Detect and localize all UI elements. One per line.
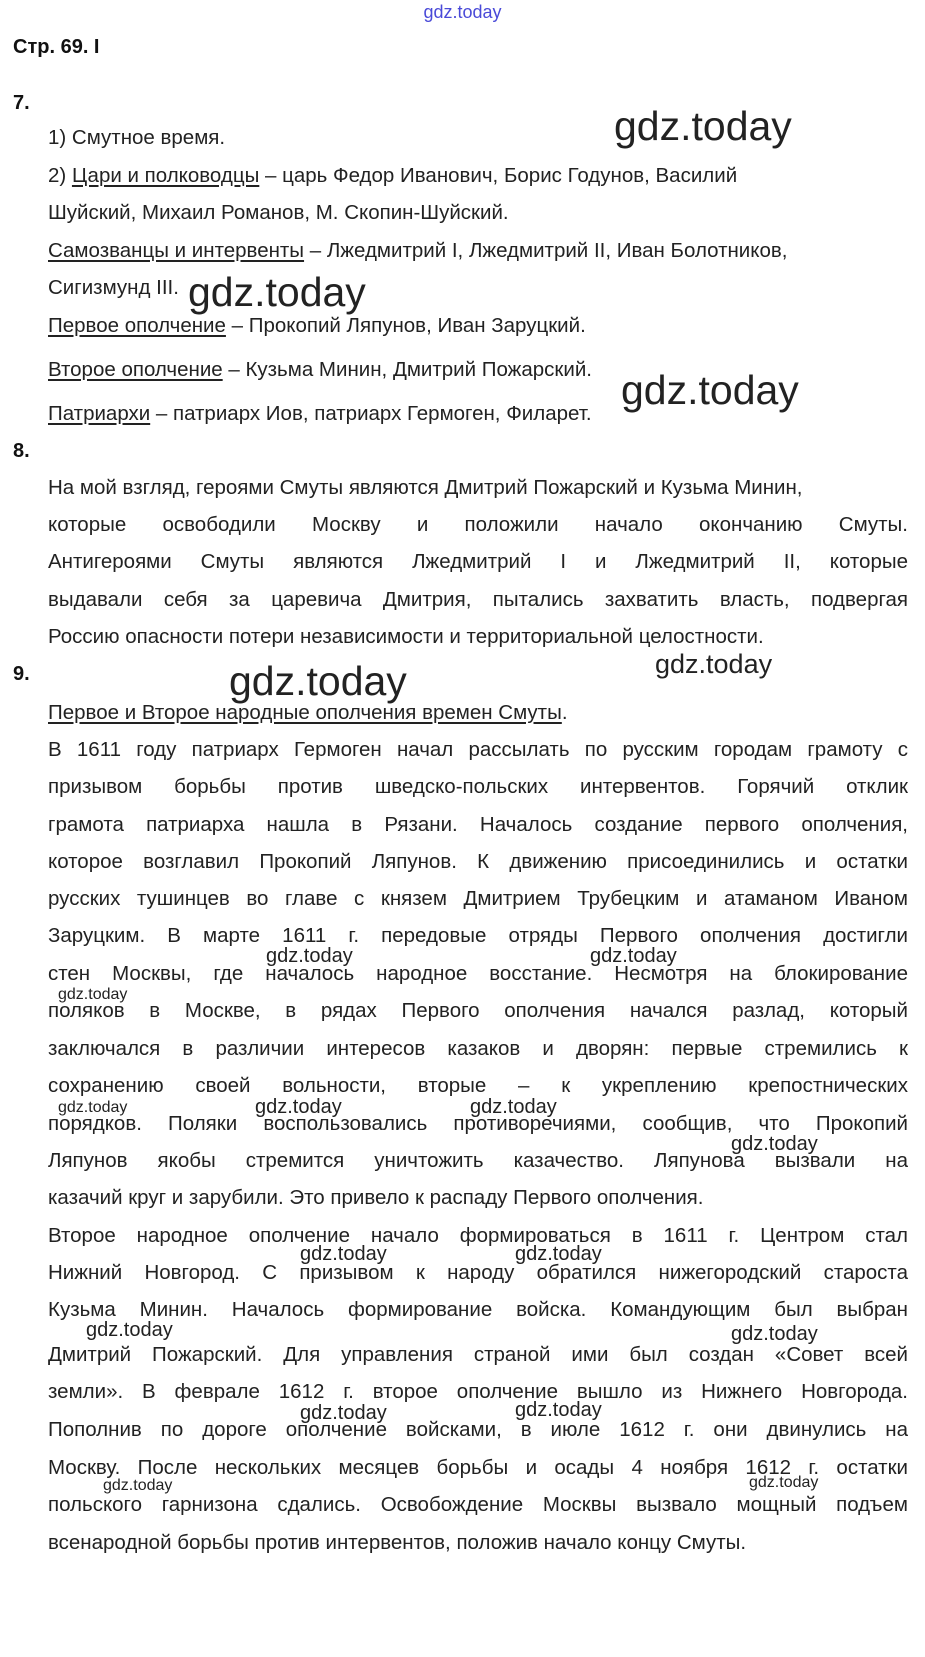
watermark-text: gdz.today <box>621 367 799 413</box>
q7-term-patriarchs: Патриархи <box>48 402 151 425</box>
watermark-text: gdz.today <box>731 1323 818 1345</box>
q9-line: которое возглавил Прокопий Ляпунов. К движению присоединились и остатки <box>48 850 908 873</box>
q7-second-militia <box>48 357 592 383</box>
watermark-text: gdz.today <box>300 1243 387 1265</box>
q7-term-second-militia: Второе ополчение <box>48 358 223 381</box>
watermark-text: gdz.today <box>300 1402 387 1424</box>
q9-line: порядков. Поляки воспользовались противоречиями, сообщив, что Прокопий <box>48 1112 908 1135</box>
watermark-text: gdz.today <box>86 1319 173 1341</box>
watermark-text: gdz.today <box>188 269 366 315</box>
q7-term-first-militia: Первое ополчение <box>48 314 226 337</box>
q9-line: русских тушинцев во главе с князем Дмитрием Трубецким и атаманом Иваном <box>48 887 908 910</box>
q9-line: земли». В феврале 1612 г. второе ополчение вышло из Нижнего Новгорода. <box>48 1380 908 1403</box>
q7-term-impostors: Самозванцы и интервенты <box>48 239 305 262</box>
q7-item-1: 1) Смутное время. <box>48 126 226 149</box>
header-watermark: gdz.today <box>423 2 502 22</box>
q9-line: сохранению своей вольности, вторые – к укреплению крепостнических <box>48 1074 908 1097</box>
q9-line: польского гарнизона сдались. Освобождение Москвы вызвало мощный подъем <box>48 1493 908 1516</box>
q9-heading <box>48 700 568 726</box>
watermark-text: gdz.today <box>749 1474 819 1491</box>
watermark-text: gdz.today <box>655 649 773 679</box>
watermark-text: gdz.today <box>58 1099 128 1116</box>
q9-line: заключался в различии интересов казаков и дворян: первые стремились к <box>48 1037 908 1060</box>
q9-line: Ляпунов якобы стремится уничтожить казачество. Ляпунова вызвали на <box>48 1149 908 1172</box>
watermark-text: gdz.today <box>255 1096 342 1118</box>
watermark-text: gdz.today <box>614 103 792 149</box>
q9-line: казачий круг и зарубили. Это привело к распаду Первого ополчения. <box>48 1186 704 1209</box>
q9-heading-text: Первое и Второе народные ополчения времен Смуты <box>48 701 562 724</box>
q9-line: В 1611 году патриарх Гермоген начал рассылать по русским городам грамоту с <box>48 738 908 761</box>
page-title: Стр. 69. I <box>13 36 100 58</box>
q7-first-militia-rest: – Прокопий Ляпунов, Иван Заруцкий. <box>225 314 586 337</box>
q7-impostors-rest: – Лжедмитрий I, Лжедмитрий II, Иван Болотников, <box>304 239 788 262</box>
q7-impostors <box>48 238 787 264</box>
q9-line: Второе народное ополчение начало формироваться в 1611 г. Центром стал <box>48 1224 908 1247</box>
q9-line: Заруцким. В марте 1611 г. передовые отряды Первого ополчения достигли <box>48 924 908 947</box>
q7-patriarchs-rest: – патриарх Иов, патриарх Гермоген, Филарет. <box>150 402 592 425</box>
q9-line: Москву. После нескольких месяцев борьбы и осады 4 ноября 1612 г. остатки <box>48 1456 908 1479</box>
q8-line: Россию опасности потери независимости и территориальной целостности. <box>48 625 764 648</box>
q9-line: Кузьма Минин. Началось формирование войска. Командующим был выбран <box>48 1298 908 1321</box>
watermark-text: gdz.today <box>103 1477 173 1494</box>
watermark-text: gdz.today <box>266 945 353 967</box>
q8-line: На мой взгляд, героями Смуты являются Дмитрий Пожарский и Кузьма Минин, <box>48 476 803 499</box>
watermark-text: gdz.today <box>229 658 407 704</box>
q7-first-militia <box>48 313 586 339</box>
q9-line: Пополнив по дороге ополчение войсками, в июле 1612 г. они двинулись на <box>48 1418 908 1441</box>
q7-impostors-cont: Сигизмунд III. <box>48 276 179 299</box>
q8-line: Антигероями Смуты являются Лжедмитрий I и Лжедмитрий II, которые <box>48 550 908 573</box>
watermark-text: gdz.today <box>515 1243 602 1265</box>
q8-line: выдавали себя за царевича Дмитрия, пытались захватить власть, подвергая <box>48 588 908 611</box>
question-8-number: 8. <box>13 440 30 462</box>
q7-item-2-prefix: 2) <box>48 164 72 187</box>
q9-line: грамота патриарха нашла в Рязани. Началось создание первого ополчения, <box>48 813 908 836</box>
q7-term-tsars: Цари и полководцы <box>71 164 260 187</box>
q9-line: Дмитрий Пожарский. Для управления страной ими был создан «Совет всей <box>48 1343 908 1366</box>
q9-heading-end: . <box>561 701 568 724</box>
q7-item-2-rest: – царь Федор Иванович, Борис Годунов, Василий <box>259 164 738 187</box>
q9-line: поляков в Москве, в рядах Первого ополчения начался разлад, который <box>48 999 908 1022</box>
watermark-text: gdz.today <box>515 1399 602 1421</box>
q9-line: стен Москвы, где началось народное восстание. Несмотря на блокирование <box>48 962 908 985</box>
q7-second-militia-rest: – Кузьма Минин, Дмитрий Пожарский. <box>222 358 592 381</box>
q7-item-2 <box>48 163 737 189</box>
watermark-text: gdz.today <box>470 1096 557 1118</box>
q9-line: призывом борьбы против шведско-польских интервентов. Горячий отклик <box>48 775 908 798</box>
watermark-text: gdz.today <box>731 1133 818 1155</box>
q8-line: которые освободили Москву и положили начало окончанию Смуты. <box>48 513 908 536</box>
watermark-text: gdz.today <box>58 986 128 1003</box>
watermark-text: gdz.today <box>590 945 677 967</box>
question-7-number: 7. <box>13 92 30 114</box>
q9-line: всенародной борьбы против интервентов, положив начало концу Смуты. <box>48 1531 747 1554</box>
q9-line: Нижний Новгород. С призывом к народу обратился нижегородский староста <box>48 1261 908 1284</box>
question-9-number: 9. <box>13 663 30 685</box>
q7-item-2-cont: Шуйский, Михаил Романов, М. Скопин-Шуйский. <box>48 201 509 224</box>
q7-patriarchs <box>48 401 592 427</box>
